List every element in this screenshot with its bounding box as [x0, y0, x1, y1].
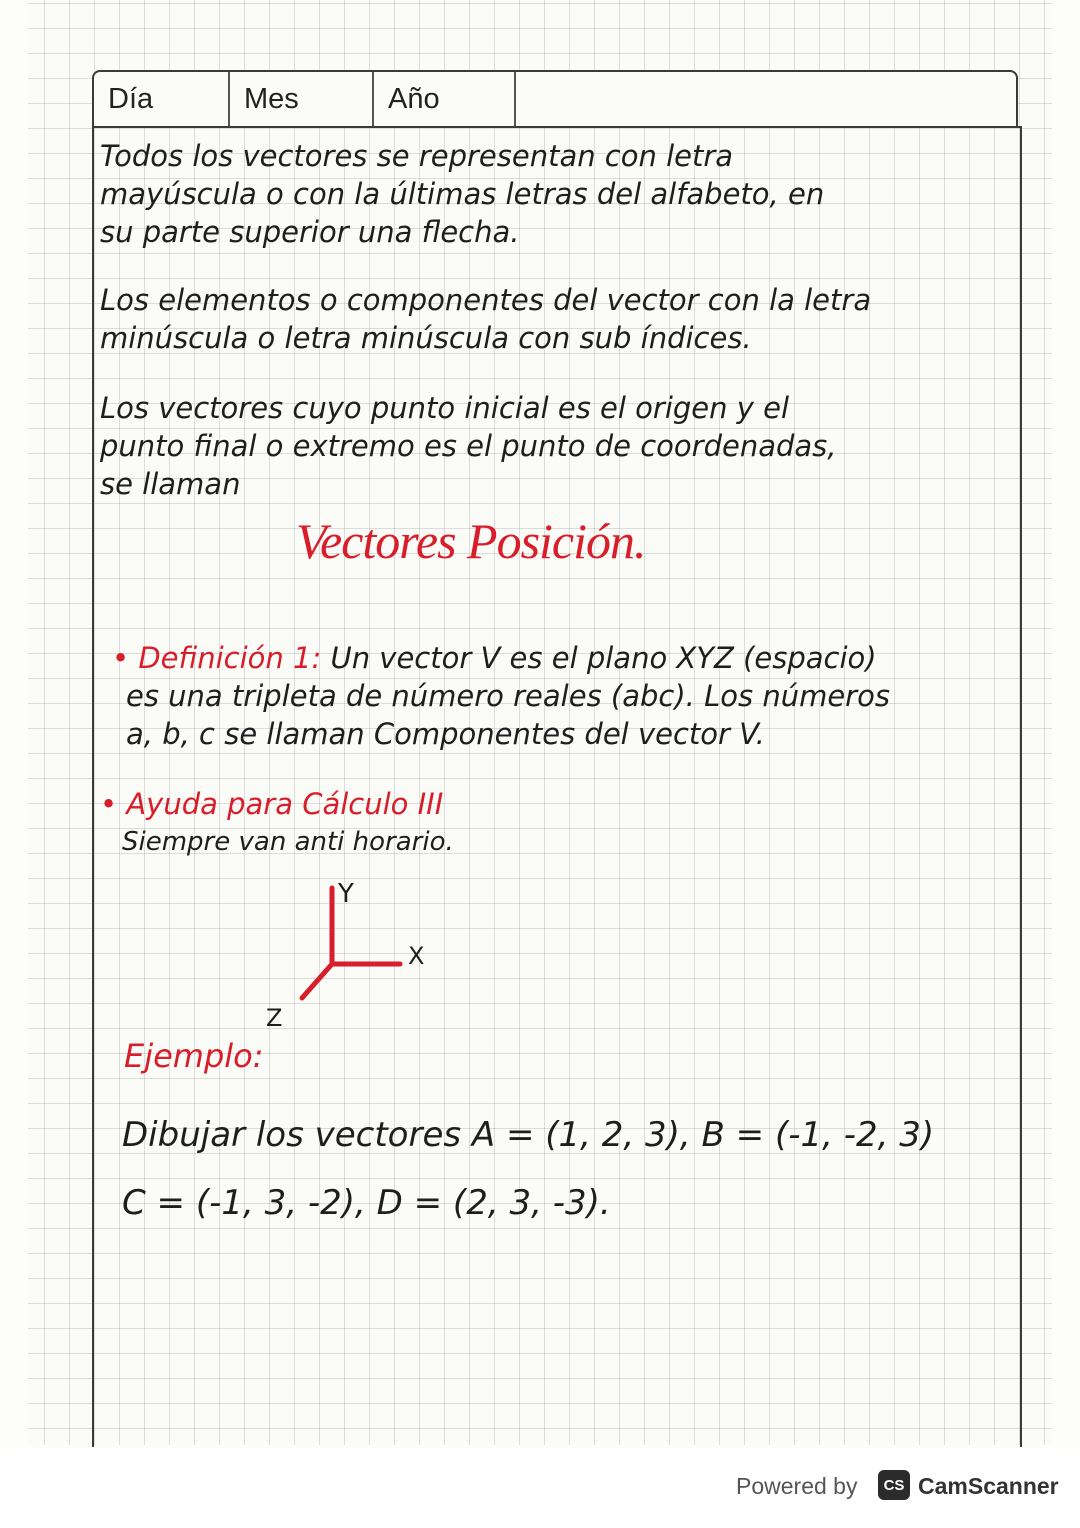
bullet-dot-icon: •	[112, 641, 130, 675]
help-heading	[100, 788, 443, 820]
day-label: Día	[108, 82, 154, 115]
z-axis-label: Z	[266, 1004, 283, 1030]
year-field	[374, 72, 516, 126]
month-field	[230, 72, 374, 126]
paragraph2-line1: Los elementos o componentes del vector con la letra	[100, 283, 872, 317]
definition-text1: Un vector V es el plano XYZ (espacio)	[330, 641, 877, 675]
definition-label: Definición 1:	[138, 641, 322, 675]
month-label: Mes	[244, 82, 299, 115]
paragraph2-line2: minúscula o letra minúscula con sub índices.	[100, 321, 752, 355]
example-line1: Dibujar los vectores A = (1, 2, 3), B = (-1, -2, 3)	[122, 1115, 935, 1155]
definition-line1	[112, 642, 877, 674]
year-label: Año	[388, 82, 440, 115]
paragraph1-line2: mayúscula o con la últimas letras del alfabeto, en	[100, 177, 825, 211]
paragraph1-line3: su parte superior una flecha.	[100, 215, 520, 249]
definition-line2: es una tripleta de número reales (abc). Los números	[126, 679, 890, 713]
camscanner-brand: CamScanner	[918, 1473, 1059, 1499]
camscanner-logo-icon: CS	[878, 1470, 910, 1500]
axes-sketch	[250, 860, 450, 1030]
section-title: Vectores Posición.	[296, 513, 646, 569]
help-label: Ayuda para Cálculo III	[126, 787, 444, 821]
paragraph1-line1: Todos los vectores se representan con letra	[100, 139, 734, 173]
help-text: Siempre van anti horario.	[122, 827, 454, 857]
date-header	[92, 70, 1018, 128]
powered-by-text: Powered by	[736, 1473, 858, 1499]
paragraph3-line3: se llaman	[100, 467, 241, 501]
paragraph3-line1: Los vectores cuyo punto inicial es el origen y el	[100, 391, 790, 425]
definition-line3: a, b, c se llaman Componentes del vector V.	[126, 717, 765, 751]
day-field	[94, 72, 230, 126]
bullet-dot-icon: •	[100, 787, 118, 821]
y-axis-label: Y	[338, 879, 354, 909]
x-axis-label: X	[408, 942, 425, 970]
z-axis-line	[302, 964, 332, 998]
example-line2: C = (-1, 3, -2), D = (2, 3, -3).	[122, 1183, 611, 1223]
paragraph3-line2: punto final o extremo es el punto de coordenadas,	[100, 429, 837, 463]
example-label: Ejemplo:	[124, 1037, 264, 1075]
